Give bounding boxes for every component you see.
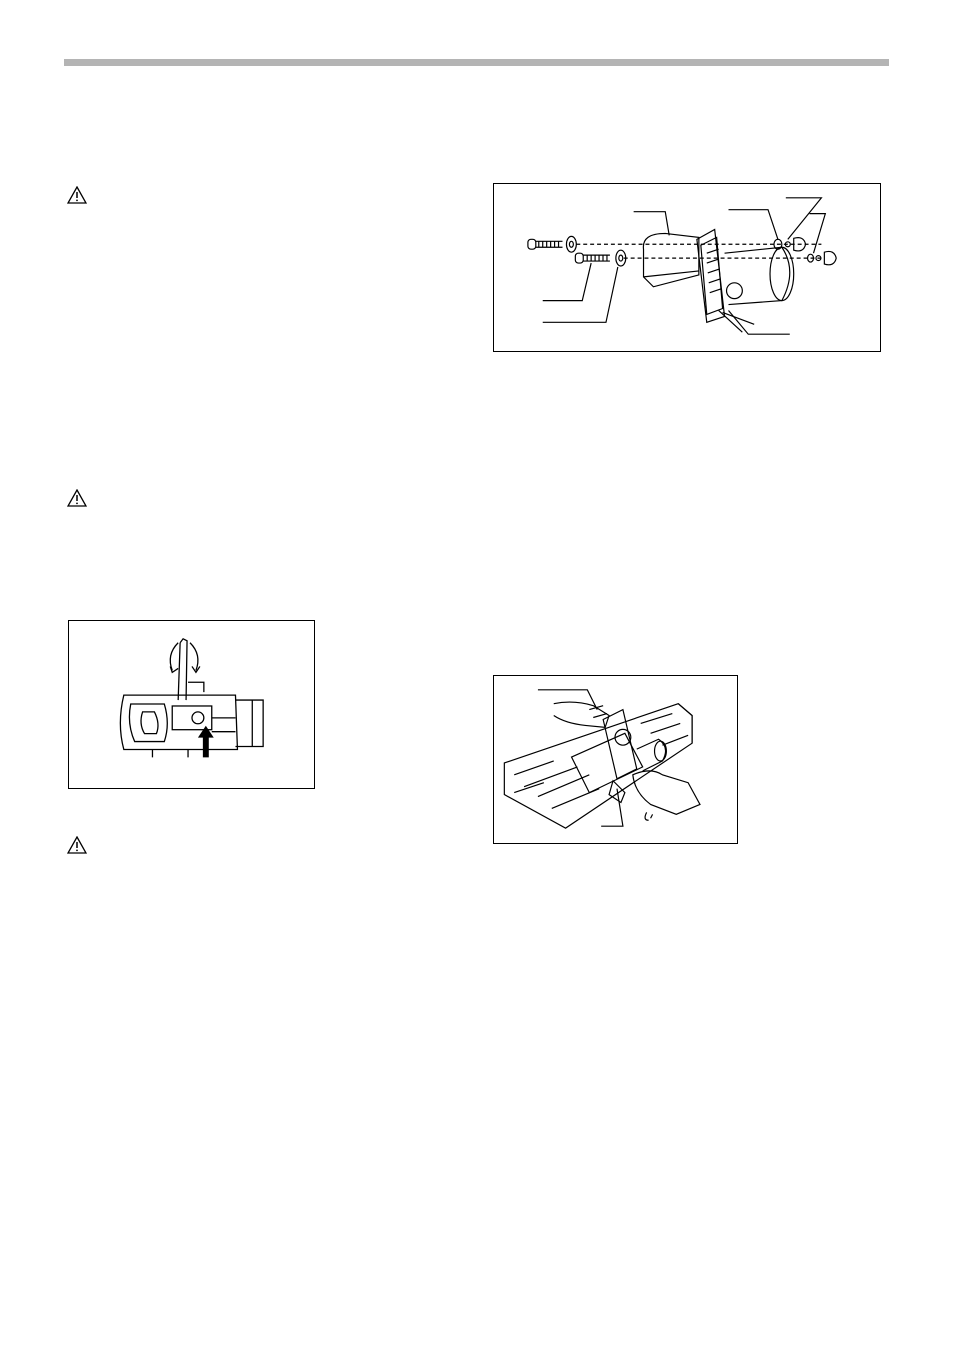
lever-figure bbox=[68, 620, 315, 789]
warning-triangle-icon bbox=[67, 186, 87, 204]
warning-triangle-icon bbox=[67, 836, 87, 854]
assembly-figure bbox=[493, 183, 881, 352]
header-rule bbox=[64, 59, 889, 66]
trimmer-on-workpiece-illustration bbox=[494, 676, 737, 843]
warning-triangle-icon bbox=[67, 489, 87, 507]
exploded-trimmer-assembly-illustration bbox=[494, 184, 880, 351]
usage-figure bbox=[493, 675, 738, 844]
depth-lever-illustration bbox=[69, 621, 314, 788]
